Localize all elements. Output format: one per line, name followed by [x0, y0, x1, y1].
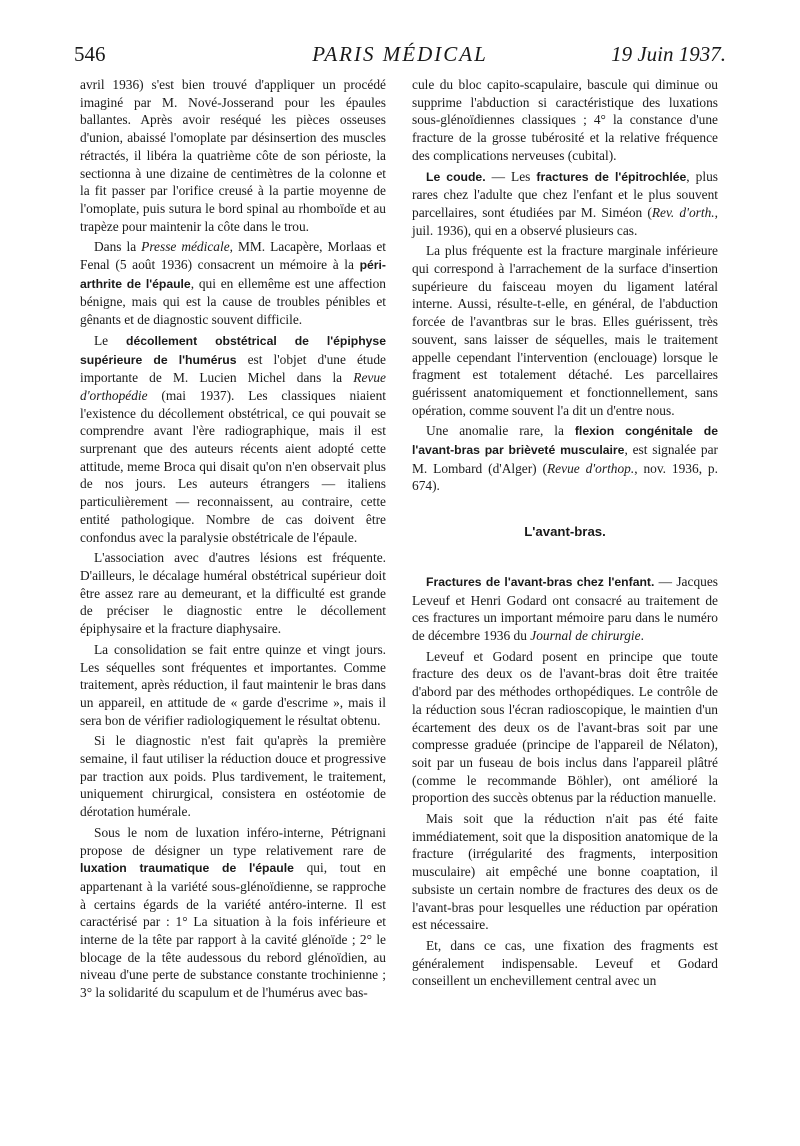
paragraph: Leveuf et Godard posent en principe que toute fracture des deux os de l'avant-bras doit être traitée d'abord par des méthodes orthopédiques. Le contrôle de la réduction sous l'écran radioscopique, le maintien d'un écartement des deux os de l'avant-bras soit par une compresse graduée (principe de l'appareil de Nélaton), soit par un fuseau de bois inclus dans l'appareil plâtré (comme le recommande Böhler), ont amélioré la proportion des succès obtenus par la réduction manuelle.	[412, 648, 718, 806]
right-column	[412, 76, 718, 993]
page-number: 546	[74, 42, 106, 66]
paragraph: Fractures de l'avant-bras chez l'enfant. — Jacques Leveuf et Henri Godard ont consacré au traitement de ces fractures un important mémoire paru dans le numéro de décembre 1936 du Journal de chirurgie.	[412, 573, 718, 643]
paragraph: La consolidation se fait entre quinze et vingt jours. Les séquelles sont fréquentes et importantes. Comme traitement, après réduction, il faut maintenir le bras dans un appareil, en attitude de « garde d'escrime », mais il sera bon de vérifier radiologiquement le résultat obtenu.	[80, 641, 386, 728]
journal-title: PARIS MÉDICAL	[312, 42, 488, 66]
paragraph: avril 1936) s'est bien trouvé d'appliquer un procédé imaginé par M. Nové-Josserand pour les épaules ballantes. Après avoir reséqué les pièces osseuses d'union, abaissé l'omoplate par désinsertion des muscles rétractés, il libéra la quatrième côte de son périoste, la sectionna à une dizaine de centimètres de la colonne et la fit passer par l'orifice creusé à la partie moyenne de l'omoplate, puis sutura le bord spinal au rhomboïde et au trapèze pour maintenir la côte dans le trou.	[80, 77, 386, 234]
left-column	[80, 76, 386, 1005]
paragraph: Et, dans ce cas, une fixation des fragments est généralement indispensable. Leveuf et Godard conseillent un enchevillement central avec un	[412, 937, 718, 989]
paragraph: Dans la Presse médicale, MM. Lacapère, Morlaas et Fenal (5 août 1936) consacrent un mémoire à la péri-arthrite de l'épaule, qui en ellemême est une affection bénigne, mais qui est la cause de troubles pénibles et gênants et de diagnostic souvent difficile.	[80, 239, 386, 328]
paragraph: La plus fréquente est la fracture marginale inférieure qui correspond à l'arrachement de la surface d'insertion supérieure du faisceau moyen du ligament latéral interne. Aussi, résulte-t-elle, en général, de l'abduction forcée de l'avantbras sur le bras. Elles guérissent, très souvent, sans laisser de séquelles, mais le traitement appelle cependant l'intervention (enclouage) lorsque le fragment est totalement détaché. Les parcellaires guérissent anatomiquement et fonctionnellement, sans opération, comme souvent l'a dit un d'entre nous.	[412, 243, 718, 418]
paragraph: L'association avec d'autres lésions est fréquente. D'ailleurs, le décalage huméral obstétrical supérieur doit être assez rare au demeurant, et la difficulté est grande de préciser le diagnostic entre le décollement épiphysaire et la fracture diaphysaire.	[80, 550, 386, 637]
paragraph: Le coude. — Les fractures de l'épitrochlée, plus rares chez l'adulte que chez l'enfant et le plus souvent parcellaires, sont étudiées par M. Siméon (Rev. d'orth., juil. 1936), qui en a observé plusieurs cas.	[412, 168, 718, 238]
issue-date: 19 Juin 1937.	[611, 42, 726, 66]
paragraph: Si le diagnostic n'est fait qu'après la première semaine, il faut utiliser la réduction douce et progressive par traction aux poids. Plus tardivement, le traitement, uniquement chirurgical, consistera en ostéotomie de dérotation humérale.	[80, 733, 386, 820]
running-header	[74, 42, 726, 72]
section-title: L'avant-bras.	[524, 524, 606, 540]
paragraph: Mais soit que la réduction n'ait pas été faite immédiatement, soit que la disposition anatomique de la fracture (irrégularité des fragments, interposition musculaire) ait empêché une bonne coaptation, il subsiste un certain nombre de fractures des deux os de l'avant-bras pour lesquelles une réduction par opération est nécessaire.	[412, 811, 718, 933]
paragraph: cule du bloc capito-scapulaire, bascule qui diminue ou supprime l'abduction si caractéristique des luxations sous-glénoïdiennes classiques ; 4° la constance d'une fracture de la grosse tubérosité et la relative fréquence des complications nerveuses (cubital).	[412, 77, 718, 163]
paragraph: Le décollement obstétrical de l'épiphyse supérieure de l'humérus est l'objet d'une étude importante de M. Lucien Michel dans la Revue d'orthopédie (mai 1937). Les classiques niaient l'existence du décollement obstétrical, ce qui pouvait se comprendre avant l'ère radiographique, mais il est surprenant que des auteurs récents aient adopté cette attitude, meme Broca qui disait qu'on n'en observait plus de nos jours. Les auteurs étrangers — italiens particulièrement — reconnaissent, au contraire, cette entité pathologique. Nombre de cas doivent être confondus avec la paralysie obstétricale de l'épaule.	[80, 332, 386, 545]
paragraph: Une anomalie rare, la flexion congénitale de l'avant-bras par brièveté musculaire, est signalée par M. Lombard (d'Alger) (Revue d'orthop., nov. 1936, p. 674).	[412, 423, 719, 494]
paragraph: Sous le nom de luxation inféro-interne, Pétrignani propose de désigner un type relativement rare de luxation traumatique de l'épaule qui, tout en appartenant à la variété sous-glénoïdienne, se rapproche à certains égards de la variété antéro-interne. Il est caractérisé par : 1° La situation à la fois inférieure et interne de la tête par rapport à la cavité glénoïde ; 2° le blocage de la tête audessous du rebord glénoïdien, au niveau d'une perte de substance constante trochinienne ; 3° la solidarité du scapulum et de l'humérus avec bas-	[80, 824, 386, 1001]
